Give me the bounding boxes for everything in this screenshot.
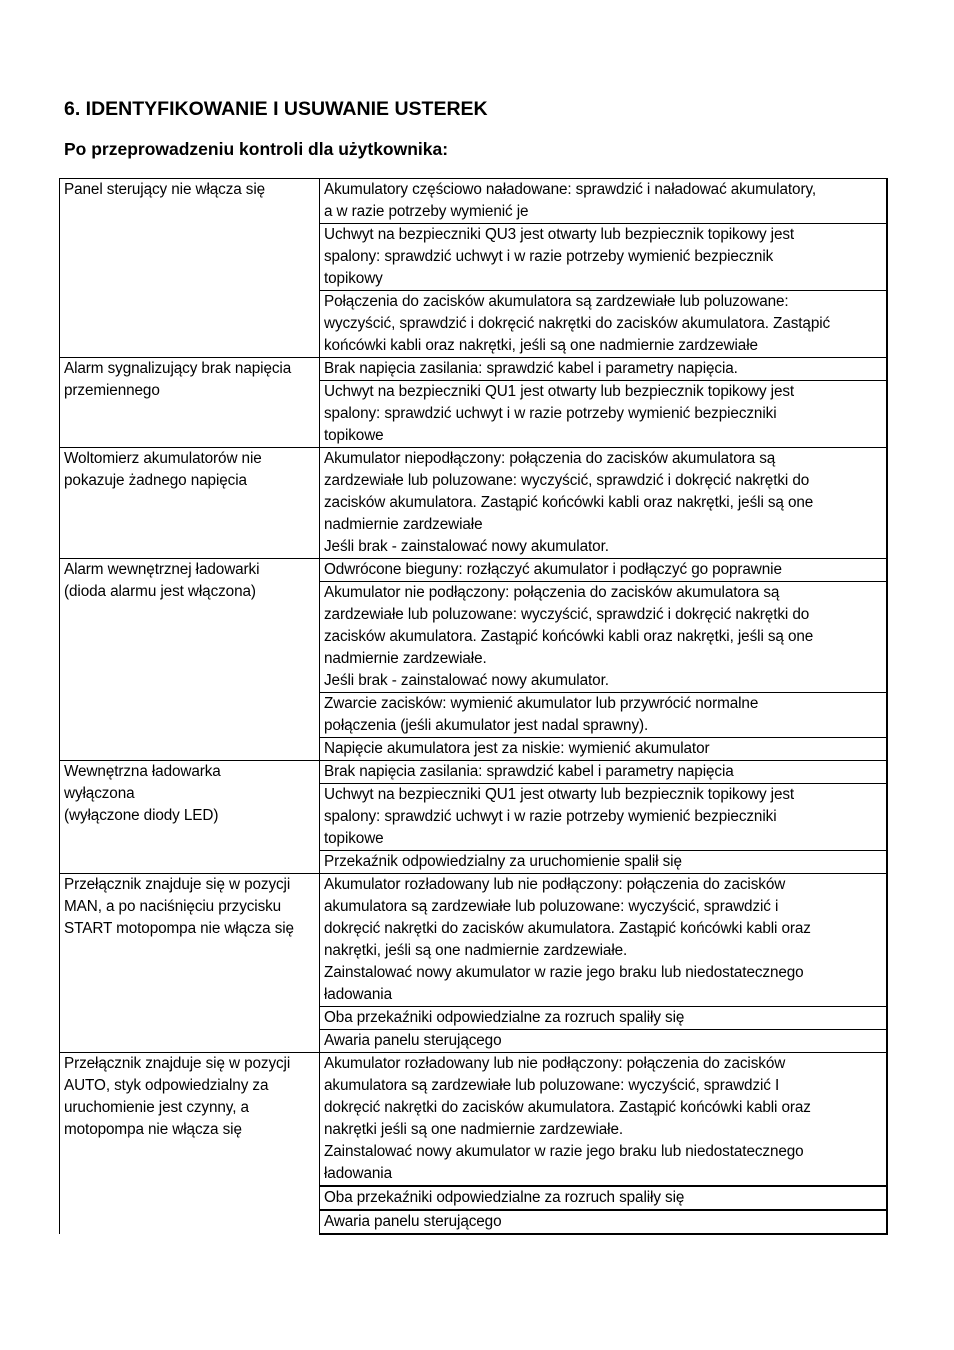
remedy-cell	[320, 559, 887, 582]
remedy-cell	[320, 738, 887, 761]
remedy-text-line: Akumulator rozładowany lub nie podłączony: połączenia do zacisków	[324, 1055, 786, 1072]
remedy-text-line: Awaria panelu sterującego	[324, 1213, 502, 1230]
table-row	[60, 761, 887, 784]
problem-text-line: AUTO, styk odpowiedzialny za	[64, 1077, 269, 1094]
remedy-text-line: spalony: sprawdzić uchwyt i w razie potrzeby wymienić bezpieczniki	[324, 808, 777, 825]
remedy-text-line: połączenia (jeśli akumulator jest nadal sprawny).	[324, 717, 649, 734]
remedy-cell	[320, 851, 887, 874]
troubleshooting-table	[59, 178, 888, 1235]
remedy-text-line: Jeśli brak - zainstalować nowy akumulator.	[324, 538, 609, 555]
remedy-text-line: Zainstalować nowy akumulator w razie jego braku lub niedostatecznego	[324, 964, 804, 981]
troubleshooting-table-body	[60, 179, 887, 1235]
remedy-cell	[320, 1030, 887, 1053]
remedy-cell	[320, 784, 887, 851]
remedy-cell	[320, 1186, 887, 1210]
remedy-cell	[320, 291, 887, 358]
problem-text-line: Przełącznik znajduje się w pozycji	[64, 876, 291, 893]
problem-text-line: Przełącznik znajduje się w pozycji	[64, 1055, 291, 1072]
problem-cell	[60, 1053, 320, 1235]
remedy-cell	[320, 761, 887, 784]
remedy-cell	[320, 874, 887, 1007]
problem-text-line: Alarm wewnętrznej ładowarki	[64, 561, 260, 578]
problem-cell	[60, 448, 320, 559]
problem-text-line: pokazuje żadnego napięcia	[64, 472, 247, 489]
remedy-text-line: Uchwyt na bezpieczniki QU3 jest otwarty lub bezpiecznik topikowy jest	[324, 226, 795, 243]
remedy-text-line: zacisków akumulatora. Zastąpić końcówki kabli oraz nakrętki, jeśli są one	[324, 494, 814, 511]
problem-cell	[60, 874, 320, 1053]
remedy-text-line: Uchwyt na bezpieczniki QU1 jest otwarty lub bezpiecznik topikowy jest	[324, 383, 795, 400]
problem-text-line: Woltomierz akumulatorów nie	[64, 450, 262, 467]
problem-text-line: START motopompa nie włącza się	[64, 920, 294, 937]
remedy-text-line: Przekaźnik odpowiedzialny za uruchomienie spalił się	[324, 853, 682, 870]
remedy-text-line: spalony: sprawdzić uchwyt i w razie potrzeby wymienić bezpiecznik	[324, 248, 774, 265]
problem-text-line: Alarm sygnalizujący brak napięcia	[64, 360, 292, 377]
remedy-cell	[320, 224, 887, 291]
remedy-text-line: Oba przekaźniki odpowiedzialne za rozruch spaliły się	[324, 1189, 685, 1206]
problem-text-line: motopompa nie włącza się	[64, 1121, 242, 1138]
problem-text-line: MAN, a po naciśnięciu przycisku	[64, 898, 282, 915]
remedy-text-line: końcówki kabli oraz nakrętki, jeśli są one nadmiernie zardzewiałe	[324, 337, 758, 354]
remedy-text-line: nadmiernie zardzewiałe	[324, 516, 483, 533]
remedy-cell	[320, 582, 887, 693]
problem-text-line: przemiennego	[64, 382, 160, 399]
problem-cell	[60, 559, 320, 761]
remedy-cell	[320, 1053, 887, 1187]
table-row	[60, 179, 887, 224]
remedy-text-line: nakrętki, jeśli są one nadmiernie zardzewiałe.	[324, 942, 628, 959]
problem-cell	[60, 358, 320, 448]
remedy-text-line: Akumulatory częściowo naładowane: sprawdzić i naładować akumulatory,	[324, 181, 817, 198]
remedy-text-line: Awaria panelu sterującego	[324, 1032, 502, 1049]
problem-text-line: wyłączona	[64, 785, 135, 802]
remedy-text-line: topikowy	[324, 270, 383, 287]
remedy-text-line: Akumulator rozładowany lub nie podłączony: połączenia do zacisków	[324, 876, 786, 893]
remedy-cell	[320, 1210, 887, 1234]
problem-text-line: (wyłączone diody LED)	[64, 807, 219, 824]
section-subheading: Po przeprowadzeniu kontroli dla użytkownika:	[64, 139, 449, 159]
problem-cell	[60, 761, 320, 874]
remedy-cell	[320, 381, 887, 448]
remedy-text-line: Oba przekaźniki odpowiedzialne za rozruch spaliły się	[324, 1009, 685, 1026]
problem-cell	[60, 179, 320, 358]
remedy-text-line: ładowania	[324, 1165, 392, 1182]
table-row	[60, 358, 887, 381]
remedy-text-line: nakrętki jeśli są one nadmiernie zardzewiałe.	[324, 1121, 624, 1138]
table-row	[60, 1053, 887, 1187]
problem-text-line: Wewnętrzna ładowarka	[64, 763, 221, 780]
remedy-text-line: ładowania	[324, 986, 392, 1003]
remedy-text-line: zardzewiałe lub poluzowane: wyczyścić, sprawdzić i dokręcić nakrętki do	[324, 606, 810, 623]
remedy-text-line: Zwarcie zacisków: wymienić akumulator lub przywrócić normalne	[324, 695, 759, 712]
remedy-text-line: Brak napięcia zasilania: sprawdzić kabel i parametry napięcia	[324, 763, 734, 780]
problem-text-line: Panel sterujący nie włącza się	[64, 181, 266, 198]
remedy-text-line: a w razie potrzeby wymienić je	[324, 203, 529, 220]
remedy-text-line: akumulatora są zardzewiałe lub poluzowane: wyczyścić, sprawdzić i	[324, 898, 779, 915]
remedy-text-line: nadmiernie zardzewiałe.	[324, 650, 487, 667]
remedy-text-line: dokręcić nakrętki do zacisków akumulatora. Zastąpić końcówki kabli oraz	[324, 920, 811, 937]
table-row	[60, 559, 887, 582]
remedy-text-line: Brak napięcia zasilania: sprawdzić kabel i parametry napięcia.	[324, 360, 738, 377]
remedy-cell	[320, 179, 887, 224]
problem-text-line: (dioda alarmu jest włączona)	[64, 583, 256, 600]
table-row	[60, 874, 887, 1007]
remedy-text-line: spalony: sprawdzić uchwyt i w razie potrzeby wymienić bezpieczniki	[324, 405, 777, 422]
remedy-text-line: topikowe	[324, 830, 384, 847]
remedy-text-line: topikowe	[324, 427, 384, 444]
remedy-text-line: zardzewiałe lub poluzowane: wyczyścić, sprawdzić i dokręcić nakrętki do	[324, 472, 810, 489]
remedy-text-line: Jeśli brak - zainstalować nowy akumulator.	[324, 672, 609, 689]
remedy-cell	[320, 1007, 887, 1030]
remedy-text-line: Uchwyt na bezpieczniki QU1 jest otwarty lub bezpiecznik topikowy jest	[324, 786, 795, 803]
remedy-cell	[320, 448, 887, 559]
remedy-text-line: Akumulator niepodłączony: połączenia do zacisków akumulatora są	[324, 450, 776, 467]
remedy-text-line: dokręcić nakrętki do zacisków akumulatora. Zastąpić końcówki kabli oraz	[324, 1099, 811, 1116]
section-heading: 6. IDENTYFIKOWANIE I USUWANIE USTEREK	[64, 98, 488, 120]
remedy-text-line: akumulatora są zardzewiałe lub poluzowane: wyczyścić, sprawdzić I	[324, 1077, 780, 1094]
remedy-text-line: Połączenia do zacisków akumulatora są zardzewiałe lub poluzowane:	[324, 293, 789, 310]
remedy-text-line: Akumulator nie podłączony: połączenia do zacisków akumulatora są	[324, 584, 780, 601]
remedy-cell	[320, 693, 887, 738]
remedy-text-line: zacisków akumulatora. Zastąpić końcówki kabli oraz nakrętki, jeśli są one	[324, 628, 814, 645]
remedy-text-line: wyczyścić, sprawdzić i dokręcić nakrętki do zacisków akumulatora. Zastąpić	[324, 315, 831, 332]
remedy-cell	[320, 358, 887, 381]
problem-text-line: uruchomienie jest czynny, a	[64, 1099, 249, 1116]
remedy-text-line: Odwrócone bieguny: rozłączyć akumulator i podłączyć go poprawnie	[324, 561, 782, 578]
table-row	[60, 448, 887, 559]
remedy-text-line: Zainstalować nowy akumulator w razie jego braku lub niedostatecznego	[324, 1143, 804, 1160]
remedy-text-line: Napięcie akumulatora jest za niskie: wymienić akumulator	[324, 740, 710, 757]
